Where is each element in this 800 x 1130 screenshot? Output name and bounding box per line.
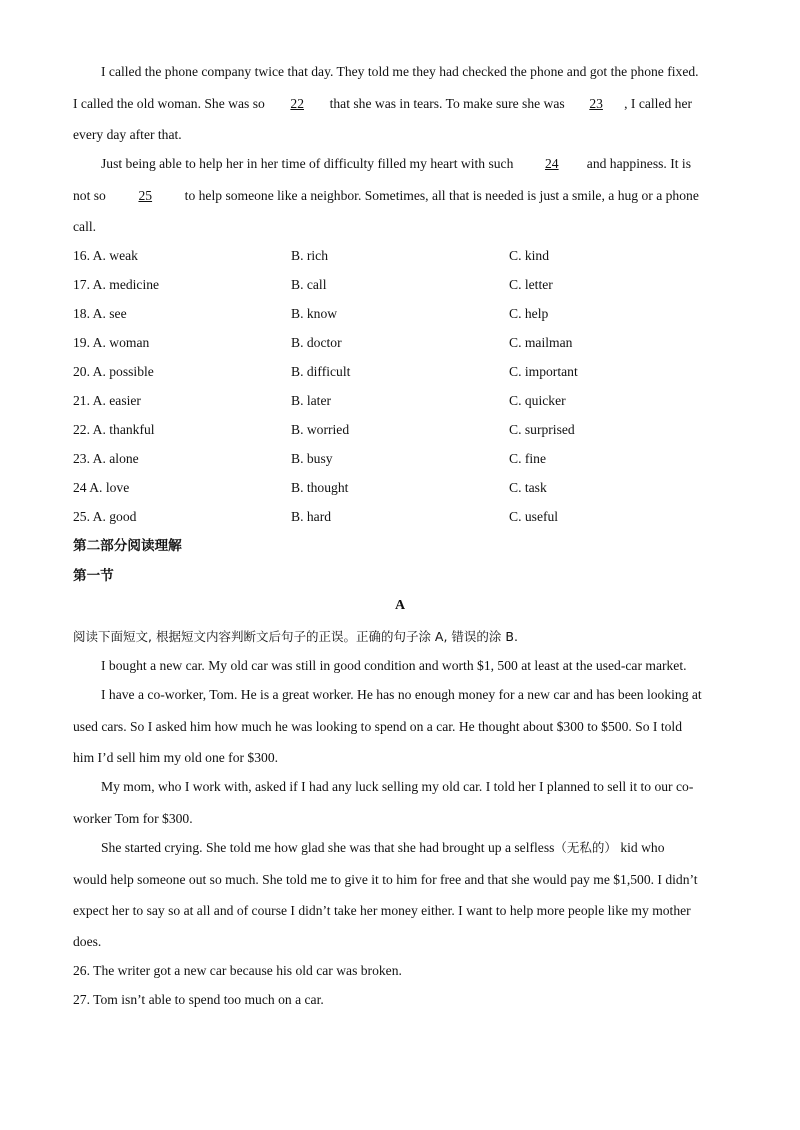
option-b: B. hard	[291, 509, 332, 524]
option-c: C. help	[509, 306, 549, 321]
part-title: 第二部分阅读理解	[73, 538, 182, 554]
option-c: C. task	[509, 480, 547, 495]
blank-23: 23	[589, 96, 603, 111]
option-a: 17. A. medicine	[73, 277, 160, 292]
option-a: 19. A. woman	[73, 335, 150, 350]
paragraph-line: expect her to say so at all and of course I didn’t take her money either. I want to help more people like my mother	[73, 903, 691, 918]
option-a: 23. A. alone	[73, 451, 139, 466]
option-b: B. thought	[291, 480, 349, 495]
option-b: B. later	[291, 393, 332, 408]
option-c: C. letter	[509, 277, 553, 292]
option-a: 24 A. love	[73, 480, 130, 495]
option-c: C. mailman	[509, 335, 573, 350]
blank-22: 22	[290, 96, 304, 111]
paragraph-line: I called the old woman. She was so 22 that she was in tears. To make sure she was 23 , I called her	[73, 96, 693, 111]
option-c: C. useful	[509, 509, 559, 524]
option-b: B. busy	[291, 451, 333, 466]
option-b: B. know	[291, 306, 338, 321]
option-a: 25. A. good	[73, 509, 137, 524]
option-b: B. doctor	[291, 335, 342, 350]
instructions: 阅读下面短文, 根据短文内容判断文后句子的正误。正确的句子涂 A, 错误的涂 B.	[73, 629, 518, 644]
paragraph-line: I called the phone company twice that day. They told me they had checked the phone and got the phone fixed.	[101, 64, 699, 79]
paragraph-line: worker Tom for $300.	[73, 811, 193, 826]
option-c: C. kind	[509, 248, 550, 263]
blank-24: 24	[544, 156, 559, 171]
question-26: 26. The writer got a new car because his old car was broken.	[73, 963, 402, 978]
option-a: 16. A. weak	[73, 248, 138, 263]
paragraph-line: every day after that.	[73, 127, 182, 142]
passage-label: A	[394, 598, 406, 613]
paragraph-line: would help someone out so much. She told me to give it to him for free and that she would pay me $1,500. I didn’t	[73, 872, 698, 887]
option-c: C. important	[509, 364, 578, 379]
option-b: B. rich	[291, 248, 328, 263]
option-c: C. quicker	[509, 393, 566, 408]
option-b: B. difficult	[291, 364, 351, 379]
paragraph-line: Just being able to help her in her time of difficulty filled my heart with such 24 and happiness. It is	[101, 156, 691, 171]
paragraph-line: used cars. So I asked him how much he was looking to spend on a car. He thought about $300 to $500. So I told	[73, 719, 682, 734]
option-c: C. surprised	[509, 422, 575, 437]
paragraph-line: She started crying. She told me how glad she was that she had brought up a selfless（无私的） kid who	[101, 840, 665, 855]
paragraph-line: I have a co-worker, Tom. He is a great worker. He has no enough money for a new car and has been looking at	[101, 687, 702, 702]
paragraph-line: I bought a new car. My old car was still in good condition and worth $1, 500 at least at the used-car market.	[101, 658, 687, 673]
blank-25: 25	[138, 188, 153, 203]
option-a: 22. A. thankful	[73, 422, 155, 437]
option-a: 18. A. see	[73, 306, 127, 321]
paragraph-line: not so 25 to help someone like a neighbor. Sometimes, all that is needed is just a smile, a hug or a phone	[73, 188, 699, 203]
paragraph-line: him I’d sell him my old one for $300.	[73, 750, 279, 765]
option-c: C. fine	[509, 451, 546, 466]
paragraph-line: does.	[73, 934, 102, 949]
section-title: 第一节	[73, 568, 114, 584]
question-27: 27. Tom isn’t able to spend too much on a car.	[73, 992, 324, 1007]
option-a: 21. A. easier	[73, 393, 141, 408]
paragraph-line: My mom, who I work with, asked if I had any luck selling my old car. I told her I planned to sell it to our co-	[101, 779, 694, 794]
paragraph-line: call.	[73, 219, 97, 234]
option-a: 20. A. possible	[73, 364, 154, 379]
option-b: B. call	[291, 277, 327, 292]
option-b: B. worried	[291, 422, 350, 437]
